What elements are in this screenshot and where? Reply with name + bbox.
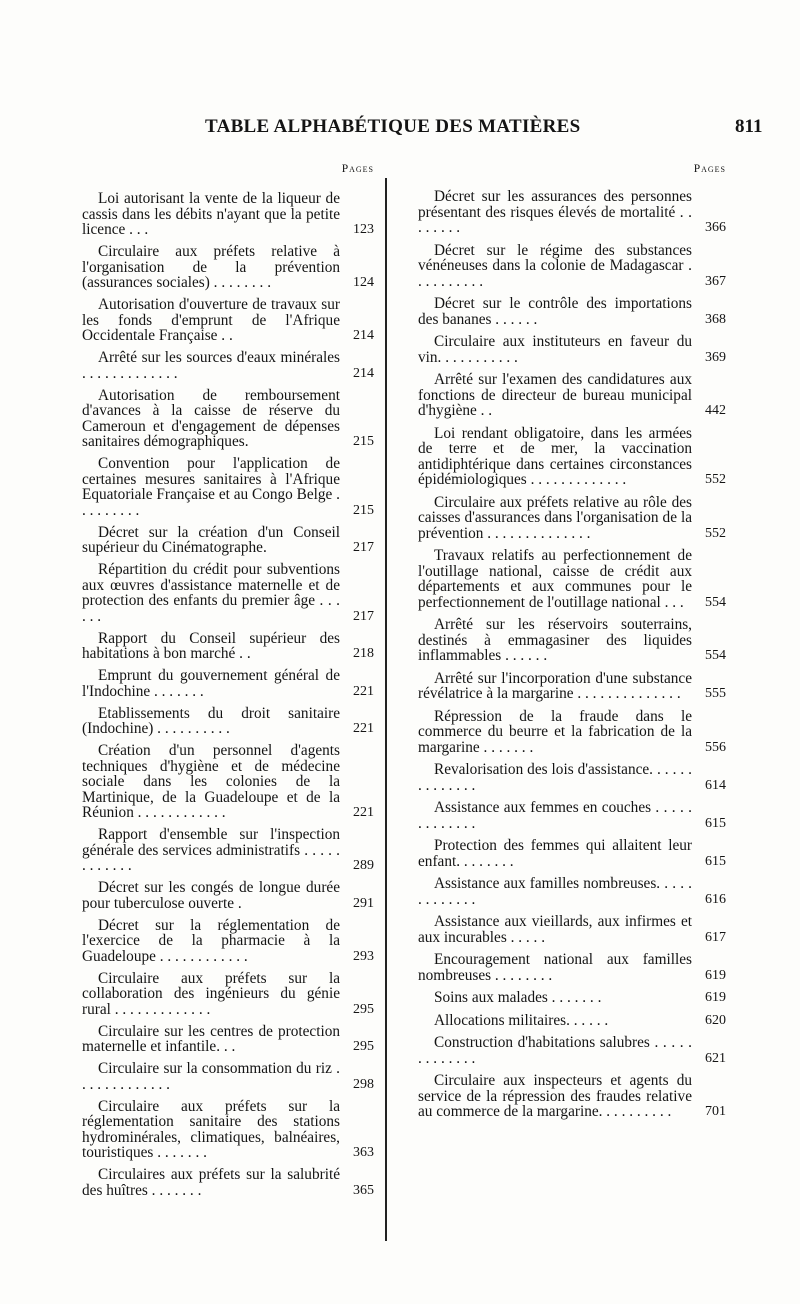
entry-page-number: 124 (353, 275, 374, 290)
pages-heading: Pages (693, 163, 726, 175)
index-entry (418, 334, 726, 365)
entry-text: Décret sur le contrôle des importations des bananes . . . . . . (418, 295, 692, 328)
index-entry (418, 709, 726, 756)
index-entry (82, 191, 374, 238)
entry-page-number: 123 (353, 222, 374, 237)
index-entry (82, 668, 374, 699)
page-header (0, 112, 800, 148)
entry-text: Loi rendant obligatoire, dans les armées de terre et de mer, la vaccination antidiphtérique dans certaines circonstances épidémiologiques . . . . . . . . . . . . . (418, 424, 692, 488)
index-entry (82, 1061, 374, 1092)
entry-page-number: 367 (705, 273, 726, 289)
entry-text: Circulaire aux instituteurs en faveur du vin. . . . . . . . . . . (418, 333, 692, 366)
index-entry (418, 372, 726, 419)
index-entry (418, 990, 726, 1006)
entry-page-number: 554 (705, 648, 726, 663)
entry-page-number: 218 (353, 646, 374, 661)
entry-page-number: 293 (353, 948, 374, 964)
entry-page-number: 552 (705, 472, 726, 487)
entry-text: Circulaire aux préfets relative à l'organisation de la prévention (assurances sociales) . . . . . . . . (82, 243, 340, 291)
index-column-right (418, 163, 726, 1127)
entry-text: Emprunt du gouvernement général de l'Indochine . . . . . . . (82, 667, 340, 700)
entry-text: Répartition du crédit pour subventions aux œuvres d'assistance maternelle et de protection des enfants du premier âge . . . . . . (82, 561, 340, 625)
index-entry (418, 876, 726, 907)
index-column-left (82, 163, 374, 1205)
entry-text: Arrêté sur les sources d'eaux minérales . . . . . . . . . . . . . (82, 349, 340, 382)
entry-page-number: 295 (353, 1001, 374, 1017)
index-entry (82, 525, 374, 556)
index-entry (418, 548, 726, 610)
entry-page-number: 615 (705, 853, 726, 869)
entry-text: Circulaire aux préfets sur la collaboration des ingénieurs du génie rural . . . . . . . . . . . . . (82, 969, 340, 1018)
index-entry (418, 1035, 726, 1066)
entry-text: Assistance aux vieillards, aux infirmes et aux incurables . . . . . (418, 913, 692, 946)
entry-page-number: 217 (353, 608, 374, 624)
entry-page-number: 616 (705, 891, 726, 907)
index-entry (82, 827, 374, 874)
entry-text: Décret sur les assurances des personnes présentant des risques élevés de mortalité . . . . . . . . (418, 188, 692, 236)
pages-heading: Pages (341, 163, 374, 175)
entry-text: Circulaires aux préfets sur la salubrité des huîtres . . . . . . . (82, 1166, 340, 1199)
entry-text: Décret sur la réglementation de l'exercice de la pharmacie à la Guadeloupe . . . . . . . . . . . . (82, 916, 340, 965)
index-entry (82, 971, 374, 1018)
index-entry (82, 388, 374, 450)
entry-page-number: 701 (705, 1104, 726, 1119)
index-entry (418, 1073, 726, 1120)
entry-text: Rapport d'ensemble sur l'inspection générale des services administratifs . . . . . . . . . . . . (82, 826, 340, 874)
entry-list (82, 191, 374, 1198)
entry-page-number: 221 (353, 683, 374, 699)
index-entry (418, 800, 726, 831)
column-divider (385, 178, 387, 1241)
entry-page-number: 298 (353, 1076, 374, 1092)
entry-page-number: 556 (705, 739, 726, 755)
entry-page-number: 221 (353, 721, 374, 736)
entry-page-number: 619 (705, 990, 726, 1005)
index-entry (418, 426, 726, 488)
index-entry (82, 297, 374, 344)
entry-text: Autorisation d'ouverture de travaux sur les fonds d'emprunt de l'Afrique Occidentale Française . . (82, 296, 340, 344)
index-entry (418, 762, 726, 793)
entry-page-number: 621 (705, 1050, 726, 1066)
entry-page-number: 442 (705, 403, 726, 418)
entry-page-number: 369 (705, 349, 726, 365)
entry-text: Soins aux malades . . . . . . . (434, 989, 602, 1006)
index-entry (82, 456, 374, 518)
entry-page-number: 620 (705, 1012, 726, 1028)
index-entry (418, 495, 726, 542)
entry-page-number: 221 (353, 805, 374, 820)
entry-page-number: 363 (353, 1145, 374, 1160)
entry-text: Arrêté sur l'incorporation d'une substance révélatrice à la margarine . . . . . . . . . . . . . . (418, 669, 692, 702)
index-entry (82, 1024, 374, 1055)
index-entry (82, 562, 374, 624)
entry-text: Loi autorisant la vente de la liqueur de cassis dans les débits n'ayant que la petite licence . . . (82, 190, 340, 238)
entry-text: Création d'un personnel d'agents techniques d'hygiène et de médecine sociale dans les colonies de la Martinique, de la Guadeloupe et de la Réunion . . . . . . . . . . . . (82, 742, 340, 821)
entry-text: Construction d'habitations salubres . . . . . . . . . . . . . (418, 1034, 692, 1067)
page-number: 811 (735, 116, 763, 137)
entry-text: Décret sur la création d'un Conseil supérieur du Cinématographe. (82, 523, 340, 556)
entry-page-number: 617 (705, 929, 726, 945)
index-entry (418, 838, 726, 869)
index-entry (418, 1013, 726, 1029)
entry-page-number: 215 (353, 502, 374, 518)
entry-text: Assistance aux familles nombreuses. . . . . . . . . . . . . (418, 875, 692, 908)
index-entry (82, 350, 374, 381)
entry-text: Allocations militaires. . . . . . (434, 1011, 609, 1029)
index-entry (418, 952, 726, 983)
entry-list (418, 189, 726, 1120)
entry-text: Circulaire sur les centres de protection maternelle et infantile. . . (82, 1022, 340, 1055)
index-entry (82, 918, 374, 965)
entry-page-number: 289 (353, 858, 374, 873)
entry-page-number: 615 (705, 815, 726, 831)
entry-page-number: 291 (353, 895, 374, 911)
entry-text: Circulaire sur la consommation du riz . . . . . . . . . . . . . (82, 1060, 340, 1093)
entry-text: Circulaire aux préfets sur la réglementation sanitaire des stations hydrominérales, climatiques, balnéaires, touristiques . . . . . . . (82, 1097, 340, 1161)
index-entry (418, 243, 726, 290)
entry-page-number: 555 (705, 686, 726, 701)
index-entry (82, 1099, 374, 1161)
entry-page-number: 217 (353, 540, 374, 555)
index-entry (418, 671, 726, 702)
entry-text: Protection des femmes qui allaitent leur enfant. . . . . . . . (418, 837, 692, 870)
entry-text: Encouragement national aux familles nombreuses . . . . . . . . (418, 951, 692, 984)
entry-text: Travaux relatifs au perfectionnement de l'outillage national, caisse de crédit aux départements et aux communes pour le perfectionnement de l'outillage national . . . (418, 547, 692, 611)
entry-text: Revalorisation des lois d'assistance. . . . . . . . . . . . . . (418, 761, 692, 794)
index-entry (82, 244, 374, 291)
entry-text: Circulaire aux inspecteurs et agents du service de la répression des fraudes relative au commerce de la margarine. . . . . . . . . . (418, 1072, 692, 1120)
entry-page-number: 295 (353, 1039, 374, 1054)
entry-page-number: 619 (705, 967, 726, 983)
entry-text: Convention pour l'application de certaines mesures sanitaires à l'Afrique Equatoriale Française et au Congo Belge . . . . . . . . . (82, 455, 340, 519)
index-entry (418, 296, 726, 327)
entry-text: Autorisation de remboursement d'avances à la caisse de réserve du Cameroun et d'engagement de dépenses sanitaires démographiques. (82, 386, 340, 450)
index-entry (418, 914, 726, 945)
entry-page-number: 614 (705, 777, 726, 793)
entry-page-number: 215 (353, 434, 374, 449)
entry-page-number: 365 (353, 1182, 374, 1198)
entry-page-number: 214 (353, 328, 374, 343)
entry-text: Décret sur les congés de longue durée pour tuberculose ouverte . (82, 879, 340, 912)
index-entry (418, 189, 726, 236)
entry-text: Assistance aux femmes en couches . . . . . . . . . . . . . (418, 799, 692, 832)
entry-text: Etablissements du droit sanitaire (Indochine) . . . . . . . . . . (82, 704, 340, 737)
entry-text: Arrêté sur les réservoirs souterrains, destinés à emmagasiner des liquides inflammables . . . . . . (418, 616, 692, 664)
entry-page-number: 552 (705, 525, 726, 541)
entry-text: Répression de la fraude dans le commerce du beurre et la fabrication de la margarine . . . . . . . (418, 707, 692, 756)
entry-text: Rapport du Conseil supérieur des habitations à bon marché . . (82, 629, 340, 662)
index-entry (82, 880, 374, 911)
page-title: TABLE ALPHABÉTIQUE DES MATIÈRES (205, 116, 581, 137)
index-entry (418, 617, 726, 664)
entry-page-number: 368 (705, 311, 726, 327)
entry-page-number: 214 (353, 365, 374, 381)
entry-text: Circulaire aux préfets relative au rôle des caisses d'assurances dans l'organisation de la prévention . . . . . . . . . . . . . . (418, 493, 692, 542)
entry-page-number: 366 (705, 220, 726, 235)
index-entry (82, 743, 374, 821)
entry-text: Arrêté sur l'examen des candidatures aux fonctions de directeur de bureau municipal d'hygiène . . (418, 371, 692, 419)
index-entry (82, 631, 374, 662)
entry-page-number: 554 (705, 594, 726, 610)
index-entry (82, 706, 374, 737)
index-entry (82, 1167, 374, 1198)
entry-text: Décret sur le régime des substances vénéneuses dans la colonie de Madagascar . . . . . . . . . . (418, 241, 692, 290)
